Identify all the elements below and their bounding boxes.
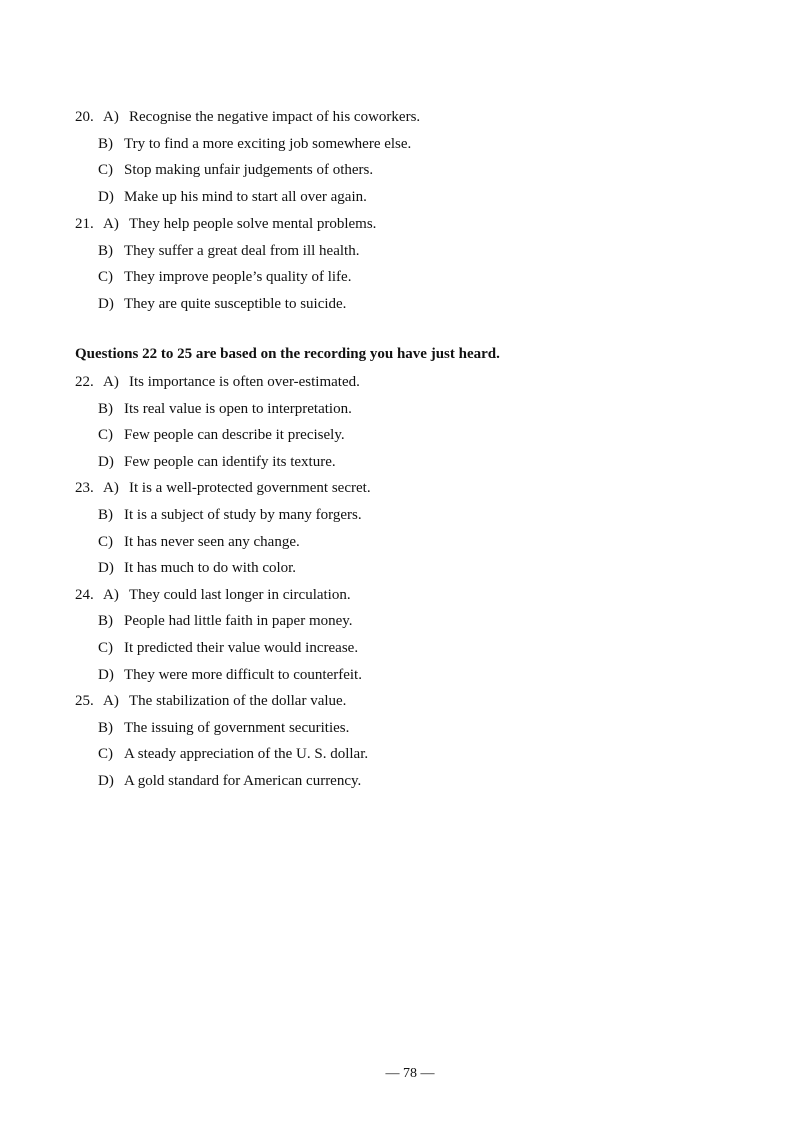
option-line	[75, 107, 420, 127]
option-text: They help people solve mental problems.	[129, 215, 377, 232]
option-text: They were more difficult to counterfeit.	[124, 666, 362, 683]
option-letter: C)	[98, 746, 113, 763]
option-line	[98, 399, 352, 419]
option-letter: C)	[98, 640, 113, 656]
option-line	[98, 160, 373, 180]
option-letter: D)	[98, 295, 114, 312]
option-line	[98, 718, 349, 738]
option-letter: A)	[103, 374, 119, 390]
option-letter: C)	[98, 269, 113, 286]
option-text: It has much to do with color.	[124, 560, 297, 577]
option-letter: B)	[98, 135, 113, 152]
option-text: Few people can describe it precisely.	[124, 427, 345, 444]
option-text: The stabilization of the dollar value.	[129, 693, 347, 710]
option-letter: B)	[98, 613, 113, 630]
option-text: People had little faith in paper money.	[124, 613, 353, 630]
option-letter: A)	[103, 480, 119, 497]
option-letter: A)	[103, 693, 119, 710]
option-text: Its real value is open to interpretation.	[124, 400, 352, 417]
question-number: 21.	[75, 215, 94, 232]
question-number: 25.	[75, 693, 94, 710]
option-line	[98, 187, 367, 207]
option-line	[98, 744, 368, 764]
option-letter: C)	[98, 162, 113, 179]
option-line	[98, 532, 300, 552]
option-line	[98, 558, 296, 578]
option-letter: D)	[98, 453, 114, 470]
option-letter: D)	[98, 560, 114, 577]
option-line	[98, 267, 351, 287]
option-letter: D)	[98, 666, 114, 683]
page-number: — 78 —	[385, 1066, 435, 1081]
option-text: A gold standard for American currency.	[124, 773, 362, 789]
option-line	[98, 452, 336, 472]
section-heading: Questions 22 to 25 are based on the recording you have just heard.	[75, 346, 500, 362]
question-number: 23.	[75, 480, 94, 497]
option-line	[98, 771, 361, 791]
option-letter: B)	[98, 719, 113, 736]
option-text: It predicted their value would increase.	[124, 640, 359, 656]
option-letter: C)	[98, 427, 113, 444]
option-letter: A)	[103, 109, 119, 125]
option-text: They could last longer in circulation.	[129, 586, 351, 603]
option-letter: B)	[98, 507, 113, 523]
option-text: Few people can identify its texture.	[124, 453, 336, 470]
option-line	[75, 585, 351, 605]
option-text: It is a well-protected government secret.	[129, 480, 371, 497]
option-text: Recognise the negative impact of his coworkers.	[129, 109, 421, 125]
option-letter: A)	[103, 586, 119, 603]
option-text: They suffer a great deal from ill health.	[124, 242, 360, 259]
option-line	[98, 611, 353, 631]
option-line	[75, 372, 360, 392]
option-text: Stop making unfair judgements of others.	[124, 162, 374, 179]
option-line	[98, 638, 358, 658]
question-number: 22.	[75, 374, 94, 390]
option-text: Try to find a more exciting job somewhere else.	[124, 135, 412, 152]
option-text: A steady appreciation of the U. S. dollar.	[124, 746, 369, 763]
option-line	[98, 241, 359, 261]
option-line	[98, 665, 362, 685]
option-line	[75, 478, 371, 498]
option-text: The issuing of government securities.	[124, 719, 350, 736]
option-line	[98, 134, 411, 154]
option-text: It is a subject of study by many forgers.	[124, 507, 362, 523]
option-letter: B)	[98, 400, 113, 417]
option-text: It has never seen any change.	[124, 533, 300, 550]
option-text: Its importance is often over-estimated.	[129, 374, 360, 390]
option-line	[98, 294, 346, 314]
question-number: 20.	[75, 109, 94, 125]
option-line	[98, 425, 345, 445]
option-line	[75, 214, 376, 234]
option-letter: A)	[103, 215, 119, 232]
option-letter: D)	[98, 189, 114, 206]
option-line	[75, 691, 346, 711]
option-text: Make up his mind to start all over again.	[124, 189, 367, 206]
option-line	[98, 505, 362, 525]
question-number: 24.	[75, 586, 94, 603]
option-letter: C)	[98, 533, 113, 550]
option-text: They are quite susceptible to suicide.	[124, 295, 347, 312]
option-text: They improve people’s quality of life.	[124, 269, 352, 286]
option-letter: B)	[98, 242, 113, 259]
option-letter: D)	[98, 773, 114, 789]
